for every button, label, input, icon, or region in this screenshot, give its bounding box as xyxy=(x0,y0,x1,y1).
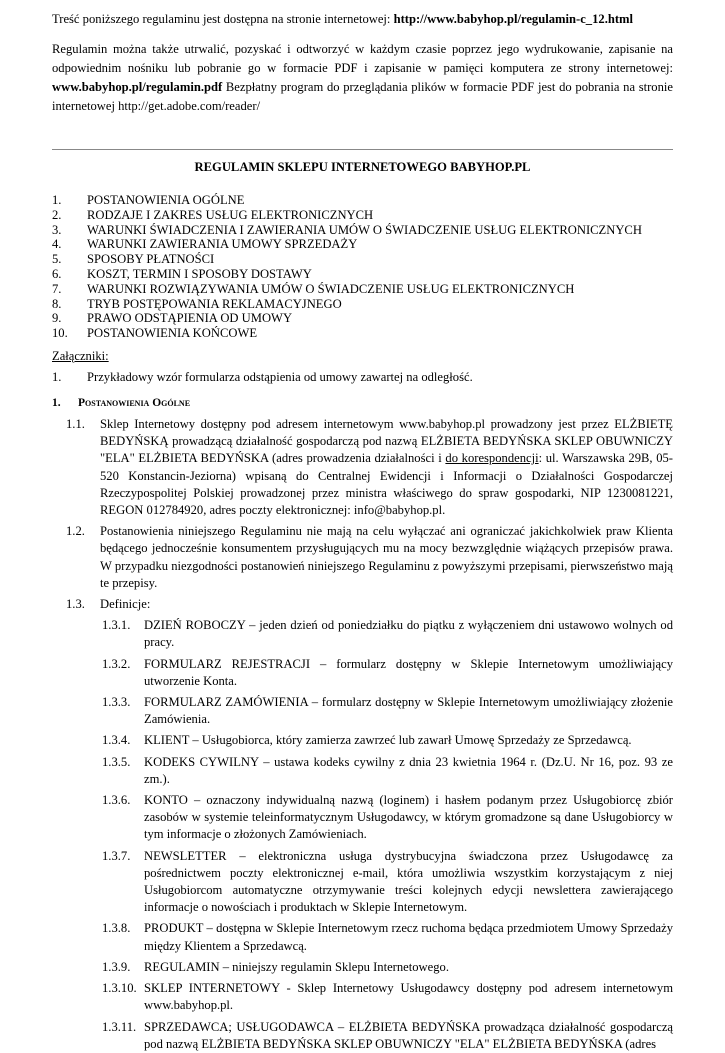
intro-para-text-a: Regulamin można także utrwalić, pozyskać i odtworzyć w każdym czasie poprzez jego wydrukowanie, zapisanie na odpowiednim nośniku lub pobranie go w formacie PDF i zapisanie w pamięci komputera ze strony internetowej: xyxy=(52,42,673,75)
section-content xyxy=(52,416,673,1053)
attachment-item xyxy=(52,370,673,385)
definition-number: 1.3.7. xyxy=(102,848,131,863)
definition-text: KONTO – oznaczony indywidualną nazwą (loginem) i hasłem podanym przez Usługobiorcę zbiór zasobów w systemie teleinformatycznym Usługodawcy, w którym gromadzone są dane Usługobiorcy w tym informacje o złożonych Zamówieniach. xyxy=(144,793,673,842)
attachments-heading: Załączniki: xyxy=(52,349,109,363)
toc-item xyxy=(52,223,673,238)
definition-text: KLIENT – Usługobiorca, który zamierza zawrzeć lub zawarł Umowę Sprzedaży ze Sprzedawcą. xyxy=(144,733,632,748)
attachments xyxy=(52,349,673,385)
definition-item xyxy=(52,920,673,954)
clause-text-b: : ul. Warszawska 29B, 05-520 Konstancin-Jeziorna) wpisaną do Centralnej Ewidencji i Informacji o Działalności Gospodarczej Rzeczypospolitej Polskiej prowadzonej przez ministra właściwego do spraw gospodarki, NIP 1230081221, REGON 012784920, adres poczty elektronicznej: info@babyhop.pl. xyxy=(100,451,673,518)
toc-number: 4. xyxy=(52,237,62,252)
clause-number: 1.1. xyxy=(66,417,85,431)
toc-label: PRAWO ODSTĄPIENIA OD UMOWY xyxy=(87,311,293,326)
definition-text: DZIEŃ ROBOCZY – jeden dzień od poniedziałku do piątku z wyłączeniem dni ustawowo wolnych od pracy. xyxy=(144,618,673,650)
toc-number: 8. xyxy=(52,296,62,311)
definition-text: FORMULARZ REJESTRACJI – formularz dostępny w Sklepie Internetowym umożliwiający utworzenie Konta. xyxy=(144,656,673,688)
toc-number: 6. xyxy=(52,266,62,281)
definition-text: PRODUKT – dostępna w Sklepie Internetowym rzecz ruchoma będąca przedmiotem Umowy Sprzedaży między Klientem a Sprzedawcą. xyxy=(144,921,673,953)
toc-label: POSTANOWIENIA OGÓLNE xyxy=(87,193,245,207)
definition-number: 1.3.11. xyxy=(102,1019,137,1034)
toc-item xyxy=(52,267,673,282)
clause xyxy=(52,596,673,613)
definition-item xyxy=(52,792,673,844)
definition-item xyxy=(52,980,673,1014)
document-title: REGULAMIN SKLEPU INTERNETOWEGO BABYHOP.PL xyxy=(194,160,531,174)
toc-label: WARUNKI ZAWIERANIA UMOWY SPRZEDAŻY xyxy=(87,237,358,252)
clause xyxy=(52,523,673,592)
toc-item xyxy=(52,208,673,223)
toc-label: RODZAJE I ZAKRES USŁUG ELEKTRONICZNYCH xyxy=(87,207,374,222)
toc-number: 7. xyxy=(52,281,62,296)
toc-item xyxy=(52,252,673,267)
definition-item xyxy=(52,959,673,976)
definition-item xyxy=(52,732,673,749)
section-number: 1. xyxy=(52,397,61,409)
clause-number: 1.2. xyxy=(66,524,85,539)
definition-number: 1.3.4. xyxy=(102,733,131,748)
intro-block xyxy=(52,10,673,116)
clause-text: Definicje: xyxy=(100,597,151,612)
toc-item xyxy=(52,311,673,326)
toc-label: WARUNKI ŚWIADCZENIA I ZAWIERANIA UMÓW O ŚWIADCZENIE USŁUG ELEKTRONICZNYCH xyxy=(87,222,642,237)
toc-number: 3. xyxy=(52,222,62,237)
toc-item xyxy=(52,326,673,341)
intro-text: Treść poniższego regulaminu jest dostępna na stronie internetowej: xyxy=(52,12,394,26)
definition-text: KODEKS CYWILNY – ustawa kodeks cywilny z dnia 23 kwietnia 1964 r. (Dz.U. Nr 16, poz. 93 ze zm.). xyxy=(144,754,673,786)
definition-text: SKLEP INTERNETOWY - Sklep Internetowy Usługodawcy dostępny pod adresem internetowym www.babyhop.pl. xyxy=(144,981,673,1013)
definition-text: SPRZEDAWCA; USŁUGODAWCA – ELŻBIETA BEDYŃSKA prowadząca działalność gospodarczą pod nazwą ELŻBIETA BEDYŃSKA SKLEP OBUWNICZY "ELA" ELŻBIETA BEDYŃSKA (adres xyxy=(144,1019,673,1051)
definition-text: NEWSLETTER – elektroniczna usługa dystrybucyjna świadczona przez Usługodawcę za pośrednictwem poczty elektronicznej e-mail, która umożliwia wszystkim korzystającym z niej Usługobiorcom automatyczne otrzymywanie treści kolejnych edycji newslettera zawierającego informacje o nowościach i produktach w Sklepie Internetowym. xyxy=(144,848,673,915)
clause xyxy=(52,416,673,519)
toc-label: SPOSOBY PŁATNOŚCI xyxy=(87,252,215,267)
table-of-contents xyxy=(52,193,673,341)
regulamin-url-link[interactable]: http://www.babyhop.pl/regulamin-c_12.html xyxy=(393,12,634,26)
section-heading xyxy=(52,397,190,409)
toc-label: WARUNKI ROZWIĄZYWANIA UMÓW O ŚWIADCZENIE USŁUG ELEKTRONICZNYCH xyxy=(87,281,575,296)
definition-number: 1.3.10. xyxy=(102,981,137,996)
intro-para-text-b: Bezpłatny program do przeglądania plików w formacie PDF jest do pobrania na stronie internetowej http://get.adobe.com/reader/ xyxy=(52,80,673,113)
clause-text-underlined: do korespondencji xyxy=(445,451,539,466)
intro-paragraph xyxy=(52,40,673,116)
definition-item xyxy=(52,617,673,651)
definition-number: 1.3.2. xyxy=(102,656,131,671)
definition-text: FORMULARZ ZAMÓWIENIA – formularz dostępny w Sklepie Internetowym umożliwiający złożenie Zamówienia. xyxy=(144,695,673,727)
toc-number: 1. xyxy=(52,193,62,207)
clause-text: Postanowienia niniejszego Regulaminu nie mają na celu wyłączać ani ograniczać jakichkolwiek praw Klienta będącego jednocześnie konsumentem przysługujących mu na mocy bezwzględnie wiążących przepisów prawa. W przypadku niezgodności postanowień niniejszego Regulaminu z powyższymi przepisami, pierwszeństwo mają te przepisy. xyxy=(100,524,673,590)
toc-item xyxy=(52,297,673,312)
clause-number: 1.3. xyxy=(66,597,85,612)
toc-number: 2. xyxy=(52,207,62,222)
definition-number: 1.3.8. xyxy=(102,921,131,936)
toc-item xyxy=(52,193,673,208)
regulamin-pdf-link[interactable]: www.babyhop.pl/regulamin.pdf xyxy=(52,80,223,94)
section-title: Postanowienia Ogólne xyxy=(78,397,191,409)
intro-line xyxy=(52,10,673,29)
definition-number: 1.3.3. xyxy=(102,695,131,710)
definition-text: REGULAMIN – niniejszy regulamin Sklepu Internetowego. xyxy=(144,959,449,974)
definition-item xyxy=(52,694,673,728)
toc-item xyxy=(52,237,673,252)
definition-number: 1.3.9. xyxy=(102,959,131,974)
toc-label: TRYB POSTĘPOWANIA REKLAMACYJNEGO xyxy=(87,296,342,311)
toc-label: POSTANOWIENIA KOŃCOWE xyxy=(87,326,258,341)
attachment-label: Przykładowy wzór formularza odstąpienia od umowy zawartej na odległość. xyxy=(87,370,473,384)
definition-number: 1.3.1. xyxy=(102,618,131,633)
clause-text-a: Sklep Internetowy dostępny pod adresem internetowym www.babyhop.pl prowadzony jest przez ELŻBIETĘ BEDYŃSKĄ prowadzącą działalność gospodarczą pod nazwą ELŻBIETA BEDYŃSKA SKLEP OBUWNICZY "ELA" ELŻBIETA BEDYŃSKA (adres prowadzenia działalności i xyxy=(100,417,673,466)
definition-number: 1.3.5. xyxy=(102,754,131,769)
definitions-list xyxy=(52,617,673,1053)
divider xyxy=(52,149,673,150)
definition-number: 1.3.6. xyxy=(102,793,131,808)
attachment-number: 1. xyxy=(52,370,62,384)
toc-number: 10. xyxy=(52,326,68,341)
toc-number: 9. xyxy=(52,311,62,326)
definition-item xyxy=(52,848,673,917)
definition-item xyxy=(52,656,673,690)
toc-number: 5. xyxy=(52,252,62,267)
toc-label: KOSZT, TERMIN I SPOSOBY DOSTAWY xyxy=(87,266,312,281)
toc-item xyxy=(52,282,673,297)
definition-item xyxy=(52,754,673,788)
